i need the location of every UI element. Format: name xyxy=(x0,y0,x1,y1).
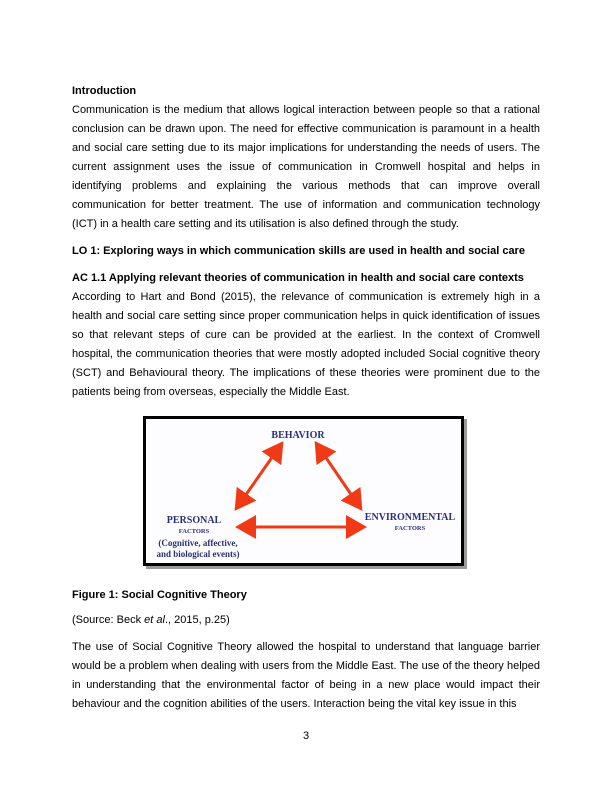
document-page xyxy=(72,82,540,714)
environmental-factors-label: FACTORS xyxy=(394,525,426,532)
arrow-behavior-environmental xyxy=(318,446,359,506)
figure-container xyxy=(72,410,540,580)
arrow-behavior-personal xyxy=(238,446,280,506)
source-suffix: ., 2015, p.25) xyxy=(164,614,230,626)
behavior-label: BEHAVIOR xyxy=(271,430,325,441)
personal-note-line1: (Cognitive, affective, xyxy=(158,538,238,548)
ac11-paragraph: According to Hart and Bond (2015), the relevance of communication is extremely high in a health and social care setting since proper communication helps in quick identification of issues so that relevant steps of cure can be provided at the earliest. In the context of Cromwell hospital, the communication theories that were mostly adopted included Social cognitive theory (SCT) and Behavioural theory. The implications of these theories were prominent due to the patients being from overseas, especially the Middle East. xyxy=(72,291,540,398)
introduction-heading: Introduction xyxy=(72,85,137,97)
lo1-heading: LO 1: Exploring ways in which communication skills are used in health and social care xyxy=(72,245,525,257)
personal-label: PERSONAL xyxy=(166,515,222,526)
page-number: 3 xyxy=(302,730,310,742)
introduction-paragraph: Communication is the medium that allows logical interaction between people so that a rational conclusion can be drawn upon. The need for effective communication is paramount in a health and social care setting due to its major implications for understanding the needs of users. The current assignment uses the issue of communication in Cromwell hospital and helps in identifying problems and explaining the various methods that can improve overall communication for better treatment. The use of information and communication technology (ICT) in a health care setting and its utilisation is also defined through the study. xyxy=(72,104,540,230)
personal-factors-label: FACTORS xyxy=(178,528,210,535)
sct-paragraph: The use of Social Cognitive Theory allowed the hospital to understand that language barrier would be a problem when dealing with users from the Middle East. The use of the theory helped in understanding that the environmental factor of being in a new place would impact their behaviour and the cognition abilities of the users. Interaction being the vital key issue in this xyxy=(72,641,540,710)
personal-note-line2: and biological events) xyxy=(156,549,240,559)
figure-source xyxy=(72,611,540,630)
source-et-al: et al xyxy=(144,614,165,626)
figure-caption: Figure 1: Social Cognitive Theory xyxy=(72,589,247,601)
source-prefix: (Source: Beck xyxy=(72,614,145,626)
ac11-heading: AC 1.1 Applying relevant theories of communication in health and social care contexts xyxy=(72,272,524,284)
environmental-label: ENVIRONMENTAL xyxy=(364,512,456,523)
triangle-diagram xyxy=(146,419,461,563)
social-cognitive-theory-diagram xyxy=(143,416,464,566)
